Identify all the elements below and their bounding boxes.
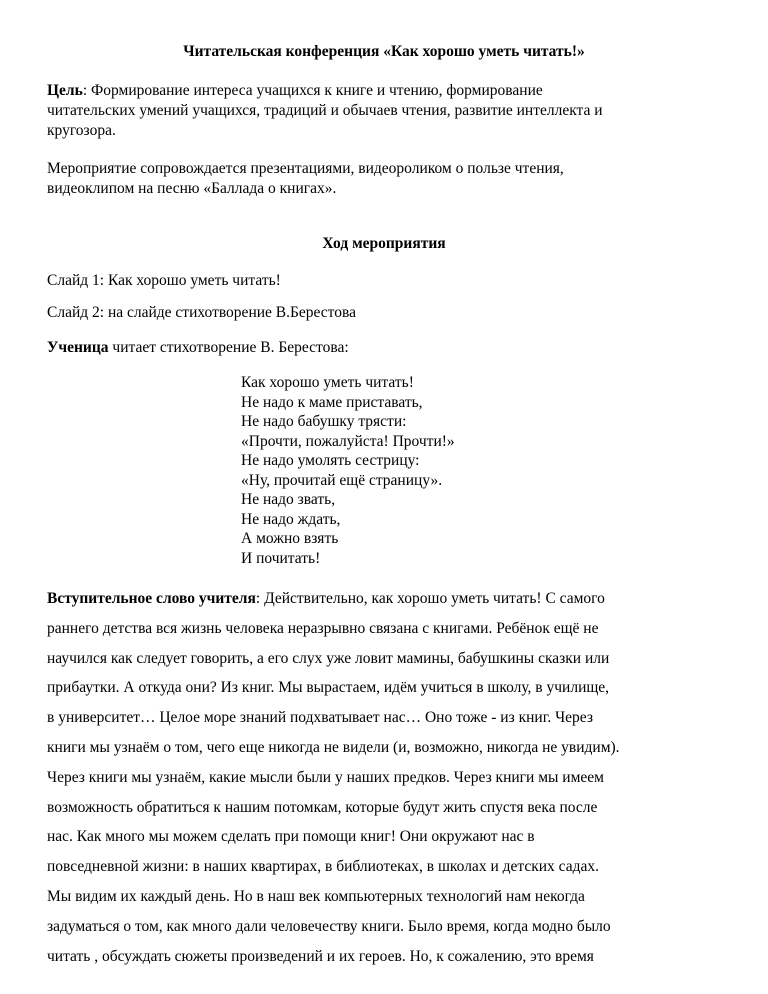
speech-line: задуматься о том, как много дали человечеству книги. Было время, когда модно было xyxy=(47,917,611,935)
accompaniment-paragraph xyxy=(47,159,727,199)
poem-line: «Прочти, пожалуйста! Прочти!» xyxy=(241,432,455,450)
goal-label: Цель xyxy=(47,82,83,99)
speech-line: повседневной жизни: в наших квартирах, в библиотеках, в школах и детских садах. xyxy=(47,858,600,876)
poem-line: Не надо ждать, xyxy=(241,510,341,528)
speech-line: книги мы узнаём о том, чего еще никогда не видели (и, возможно, никогда не увидим). xyxy=(47,738,620,756)
speech-line: Мы видим их каждый день. Но в наш век компьютерных технологий нам некогда xyxy=(47,887,585,905)
poem-line: А можно взять xyxy=(241,530,339,547)
teacher-speech xyxy=(47,584,727,971)
poem-line: Не надо бабушку трясти: xyxy=(241,413,407,430)
goal-line: кругозора. xyxy=(47,122,116,139)
poem-line: Не надо к маме приставать, xyxy=(241,393,423,411)
speech-line: Через книги мы узнаём, какие мысли были у наших предков. Через книги мы имеем xyxy=(47,768,604,786)
slide-1-text: Слайд 1: Как хорошо уметь читать! xyxy=(47,272,281,289)
goal-paragraph xyxy=(47,81,727,141)
accompaniment-line: Мероприятие сопровождается презентациями, видеороликом о пользе чтения, xyxy=(47,160,564,177)
document-title: Читательская конференция «Как хорошо уметь читать!» xyxy=(183,43,585,60)
speech-line: раннего детства вся жизнь человека неразрывно связана с книгами. Ребёнок ещё не xyxy=(47,619,599,637)
speech-line: : Действительно, как хорошо уметь читать! С самого xyxy=(255,590,605,607)
poem xyxy=(241,373,455,568)
poem-line: Не надо умолять сестрицу: xyxy=(241,452,420,469)
speech-line: прибаутки. А откуда они? Из книг. Мы вырастаем, идём учиться в школу, в училище, xyxy=(47,679,610,697)
student-label: Ученица xyxy=(47,339,109,356)
goal-line: читательских умений учащихся, традиций и обычаев чтения, развитие интеллекта и xyxy=(47,102,603,119)
teacher-label: Вступительное слово учителя xyxy=(47,590,256,607)
student-text: читает стихотворение В. Берестова: xyxy=(108,339,349,356)
student-paragraph xyxy=(47,338,727,358)
section-heading: Ход мероприятия xyxy=(322,235,446,252)
slide-2-text: Слайд 2: на слайде стихотворение В.Берестова xyxy=(47,304,356,321)
speech-line: научился как следует говорить, а его слух уже ловит мамины, бабушкины сказки или xyxy=(47,649,610,667)
speech-line: нас. Как много мы можем сделать при помощи книг! Они окружают нас в xyxy=(47,828,535,846)
speech-line: в университет… Целое море знаний подхватывает нас… Оно тоже - из книг. Через xyxy=(47,709,593,727)
goal-line: : Формирование интереса учащихся к книге и чтению, формирование xyxy=(82,82,543,99)
poem-line: Как хорошо уметь читать! xyxy=(241,374,414,391)
accompaniment-line: видеоклипом на песню «Баллада о книгах». xyxy=(47,180,337,197)
poem-line: И почитать! xyxy=(241,549,321,567)
poem-line: «Ну, прочитай ещё страницу». xyxy=(241,471,443,489)
poem-line: Не надо звать, xyxy=(241,491,336,508)
speech-line: читать , обсуждать сюжеты произведений и их героев. Но, к сожалению, это время xyxy=(47,947,594,965)
speech-line: возможность обратиться к нашим потомкам, которые будут жить спустя века после xyxy=(47,798,598,816)
